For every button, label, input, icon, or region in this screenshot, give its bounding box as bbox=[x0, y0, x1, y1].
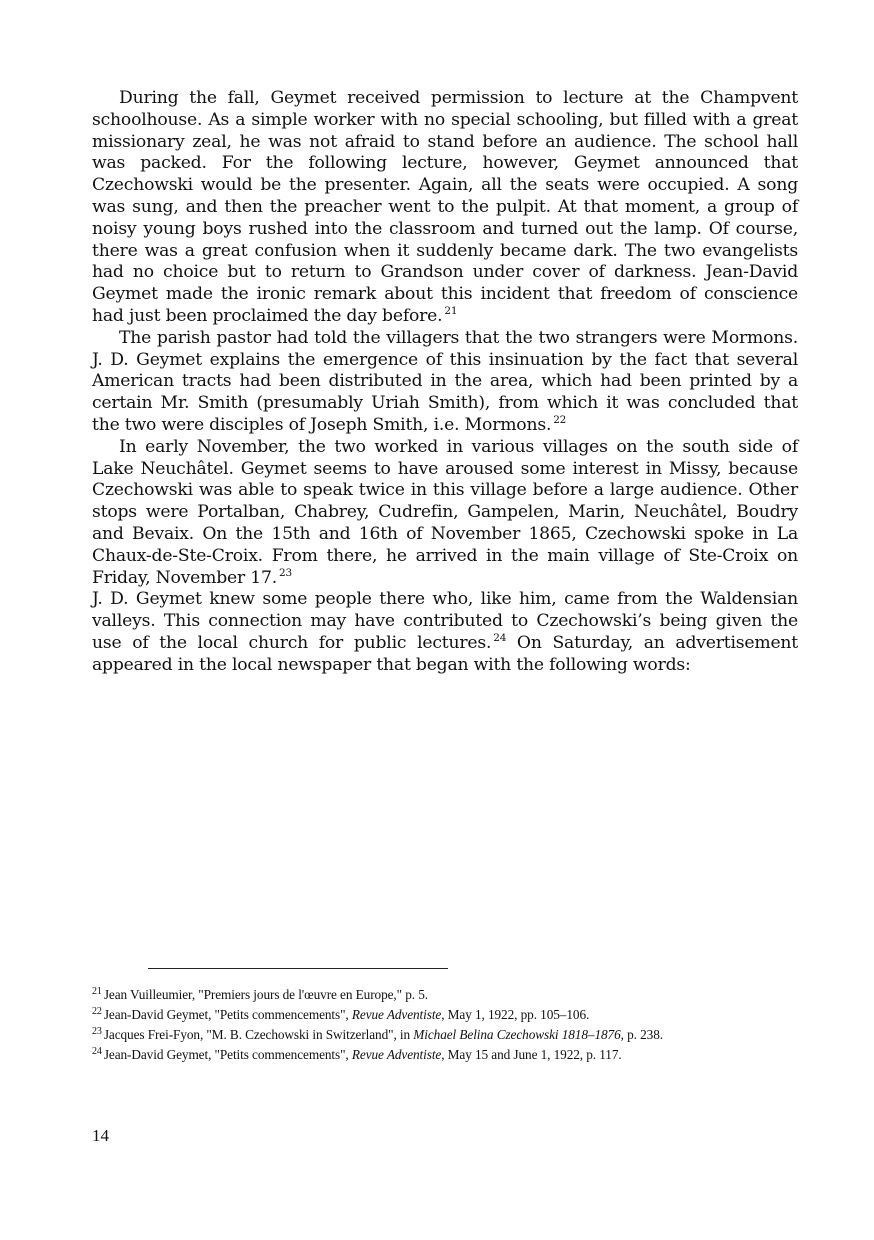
footnote bbox=[92, 1005, 798, 1025]
footnote-text: , May 15 and June 1, 1922, p. 117. bbox=[441, 1047, 622, 1062]
footnote-source-title: Michael Belina Czechowski 1818–1876 bbox=[413, 1027, 621, 1042]
footnote-separator bbox=[148, 968, 448, 969]
footnote-number: 22 bbox=[92, 1006, 102, 1017]
footnote-text: Jean-David Geymet, "Petits commencements", bbox=[103, 1047, 352, 1062]
footnote-source-title: Revue Adventiste bbox=[351, 1007, 442, 1022]
footnote-reference[interactable]: 23 bbox=[279, 566, 292, 579]
footnote-source-title: Revue Adventiste bbox=[351, 1047, 442, 1062]
footnotes bbox=[92, 985, 798, 1065]
paragraph-text: The parish pastor had told the villagers that the two strangers were Mormons. J. D. Geymet explains the emergence of this insinuation by the fact that several American tracts had been distributed in the area, which had been printed by a certain Mr. Smith (presumably Uriah Smith), from which it was concluded that the two were disciples of Joseph Smith, i.e. Mormons. bbox=[92, 327, 798, 435]
paragraph bbox=[92, 328, 798, 437]
footnote-reference[interactable]: 24 bbox=[493, 631, 507, 644]
footnote-text: Jacques Frei-Fyon, "M. B. Czechowski in Switzerland", in bbox=[103, 1027, 414, 1042]
footnote-number: 21 bbox=[92, 986, 102, 997]
paragraph-text: In early November, the two worked in various villages on the south side of Lake Neuchâtel. Geymet seems to have aroused some interest in Missy, because Czechowski was able to speak twice in this village before a large audience. Other stops were Portalban, Chabrey, Cudrefin, Gampelen, Marin, Neuchâtel, Boudry and Bevaix. On the 15th and 16th of November 1865, Czechowski spoke in La Chaux-de-Ste-Croix. From there, he arrived in the main village of Ste-Croix on Friday, November 17. bbox=[92, 436, 798, 588]
footnote-text: , p. 238. bbox=[620, 1027, 663, 1042]
footnote-reference[interactable]: 21 bbox=[444, 304, 458, 317]
paragraph bbox=[92, 589, 798, 676]
footnote bbox=[92, 985, 798, 1005]
footnote-number: 24 bbox=[92, 1046, 102, 1057]
paragraph bbox=[92, 88, 798, 328]
footnote-text: , May 1, 1922, pp. 105–106. bbox=[441, 1007, 590, 1022]
footnote bbox=[92, 1045, 798, 1065]
paragraph-text: On Saturday, an advertisement appeared in the local newspaper that began with the following words: bbox=[92, 632, 798, 675]
footnote-reference[interactable]: 22 bbox=[553, 413, 567, 426]
paragraph bbox=[92, 437, 798, 590]
footnote bbox=[92, 1025, 798, 1045]
paragraph-text: J. D. Geymet knew some people there who, like him, came from the Waldensian valleys. This connection may have contributed to Czechowski’s being given the use of the local church for public lectures. bbox=[92, 589, 798, 653]
page-number: 14 bbox=[92, 1126, 109, 1145]
footnote-text: Jean Vuilleumier, "Premiers jours de l'œuvre en Europe," p. 5. bbox=[103, 987, 428, 1002]
footnote-text: Jean-David Geymet, "Petits commencements", bbox=[103, 1007, 352, 1022]
footnote-number: 23 bbox=[92, 1026, 102, 1037]
paragraph-text: During the fall, Geymet received permission to lecture at the Champvent schoolhouse. As a simple worker with no special schooling, but filled with a great missionary zeal, he was not afraid to stand before an audience. The school hall was packed. For the following lecture, however, Geymet announced that Czechowski would be the presenter. Again, all the seats were occupied. A song was sung, and then the preacher went to the pulpit. At that moment, a group of noisy young boys rushed into the classroom and turned out the lamp. Of course, there was a great confusion when it suddenly became dark. The two evangelists had no choice but to return to Grandson under cover of darkness. Jean-David Geymet made the ironic remark about this incident that freedom of conscience had just been proclaimed the day before. bbox=[92, 88, 798, 326]
main-text bbox=[92, 88, 798, 677]
